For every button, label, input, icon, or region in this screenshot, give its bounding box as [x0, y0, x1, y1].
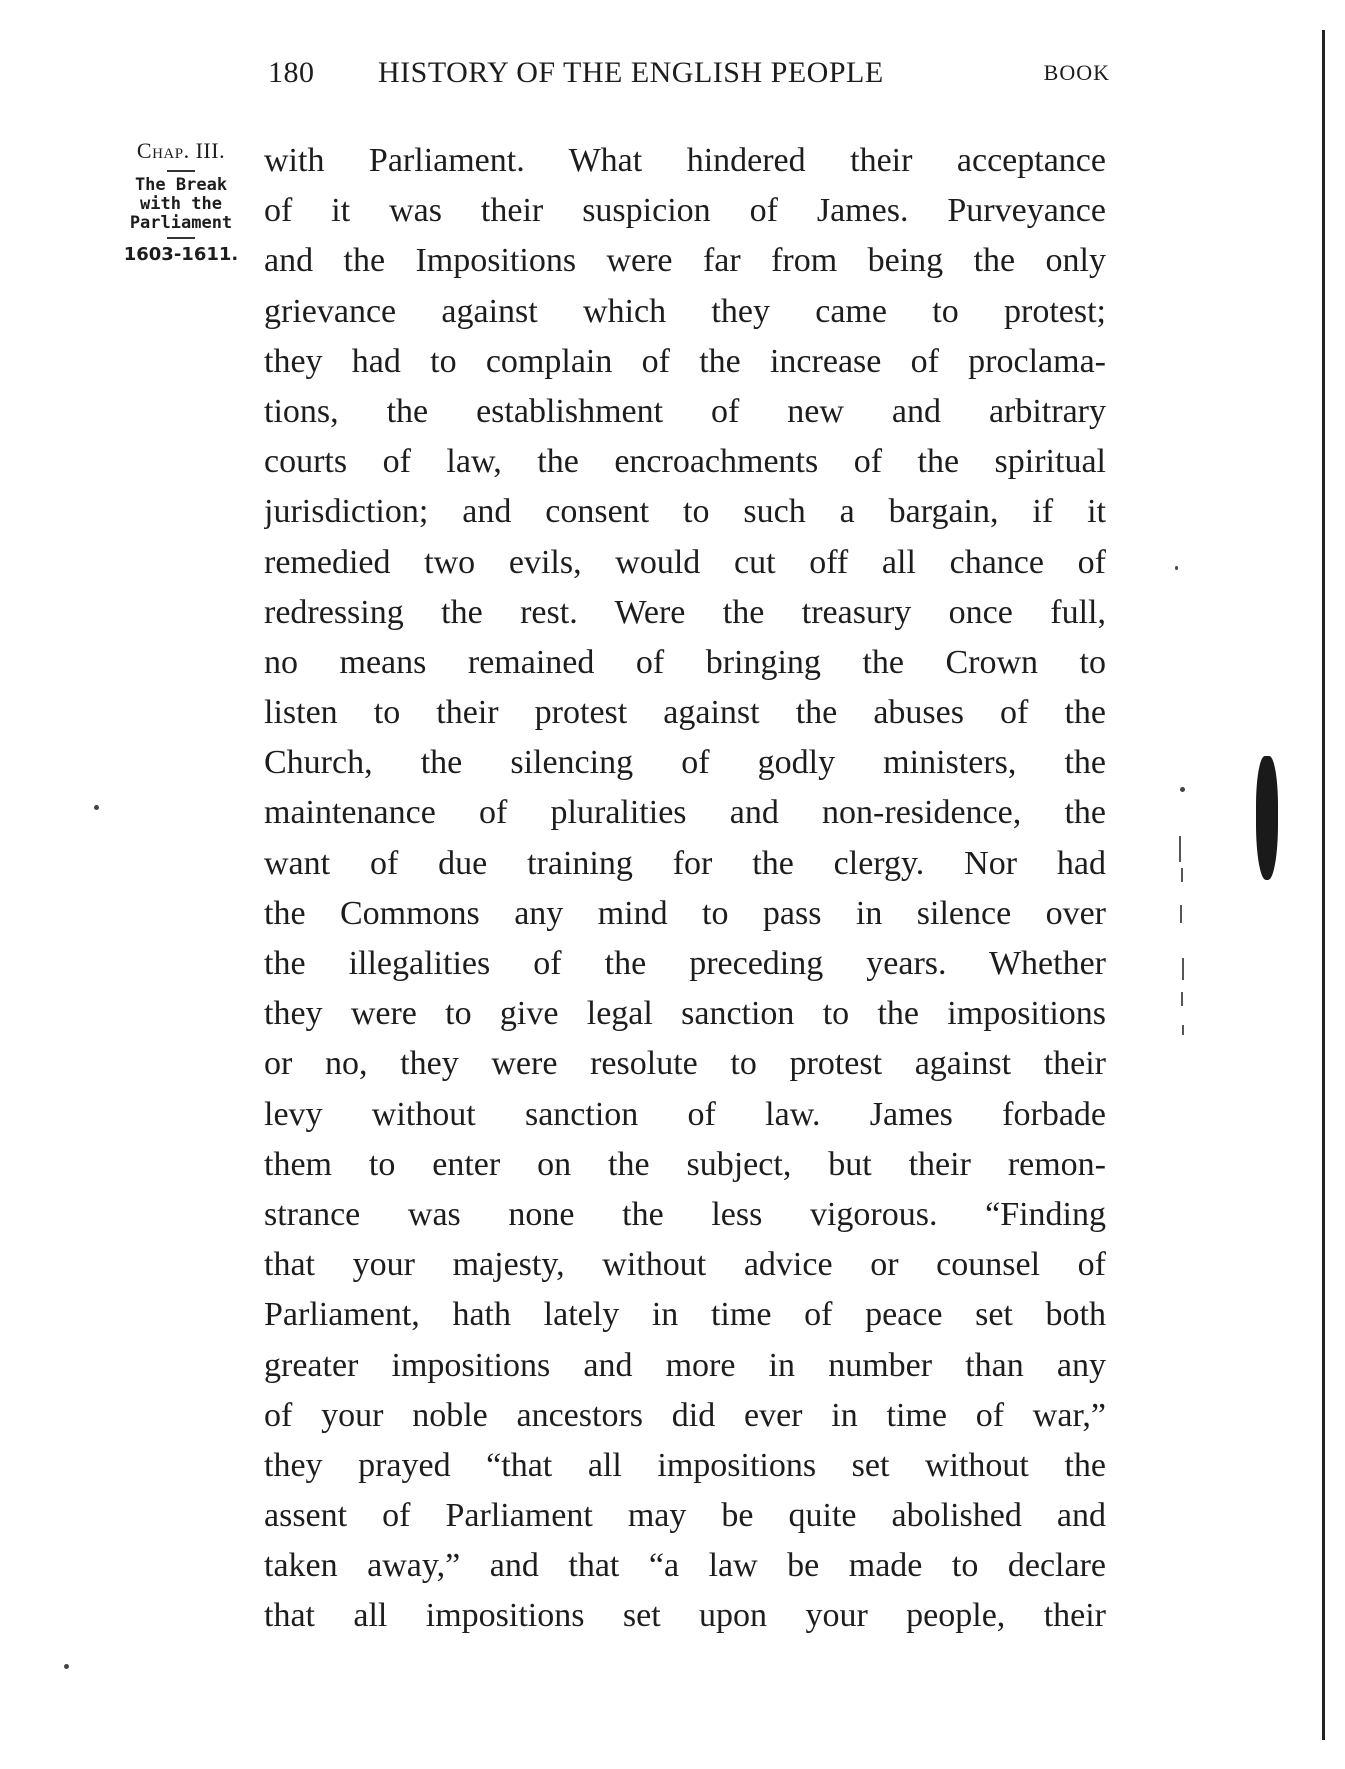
text-line: with Parliament. What hindered their acceptance [264, 142, 1106, 179]
text-line: of your noble ancestors did ever in time of war,” [264, 1396, 1106, 1434]
text-line: no means remained of bringing the Crown to [264, 643, 1106, 681]
margin-dates: 1603-1611. [123, 244, 239, 265]
running-title: HISTORY OF THE ENGLISH PEOPLE [378, 56, 884, 89]
text-line: strance was none the less vigorous. “Finding [264, 1195, 1106, 1233]
scan-speck [1175, 566, 1178, 570]
scan-mark [1181, 868, 1183, 882]
text-line: of it was their suspicion of James. Purveyance [264, 192, 1106, 230]
scan-gutter-line [1322, 30, 1325, 1740]
text-line: tions, the establishment of new and arbitrary [264, 392, 1106, 430]
margin-section-heading: The Break with the Parliament [129, 175, 233, 233]
scan-speck [64, 1664, 69, 1669]
margin-notes [106, 136, 256, 267]
text-line: remedied two evils, would cut off all chance of [264, 543, 1106, 581]
page-number: 180 [268, 56, 315, 89]
text-line: taken away,” and that “a law be made to declare [264, 1547, 1106, 1585]
scan-mark [1182, 958, 1184, 980]
margin-rule [167, 170, 195, 172]
text-line: listen to their protest against the abuses of the [264, 694, 1106, 732]
text-line: courts of law, the encroachments of the spiritual [264, 443, 1106, 481]
text-line: redressing the rest. Were the treasury once full, [264, 593, 1106, 631]
scan-speck [1180, 787, 1185, 792]
text-line: the illegalities of the preceding years. Whether [264, 945, 1106, 982]
text-line: maintenance of pluralities and non-residence, the [264, 794, 1106, 832]
text-line: the Commons any mind to pass in silence over [264, 894, 1106, 932]
scan-mark [1180, 905, 1182, 923]
scan-speck [94, 805, 99, 810]
text-line: want of due training for the clergy. Nor had [264, 844, 1106, 882]
text-line: jurisdiction; and consent to such a bargain, if it [264, 493, 1106, 531]
text-line: assent of Parliament may be quite abolished and [264, 1497, 1106, 1535]
text-line: that all impositions set upon your people, their [264, 1597, 1106, 1635]
text-line: Church, the silencing of godly ministers, the [264, 744, 1106, 782]
text-line: them to enter on the subject, but their remon- [264, 1145, 1106, 1183]
scan-ink-blot [1256, 756, 1278, 880]
text-line: or no, they were resolute to protest against their [264, 1045, 1106, 1083]
scan-mark [1182, 1025, 1184, 1035]
text-line: and the Impositions were far from being the only [264, 242, 1106, 280]
text-line: greater impositions and more in number than any [264, 1346, 1106, 1384]
scan-mark [1179, 836, 1181, 862]
margin-chapter: Chap. III. [136, 138, 226, 163]
text-line: levy without sanction of law. James forbade [264, 1095, 1106, 1133]
text-line: Parliament, hath lately in time of peace set both [264, 1296, 1106, 1334]
text-line: that your majesty, without advice or counsel of [264, 1246, 1106, 1284]
text-line: they were to give legal sanction to the impositions [264, 995, 1106, 1033]
margin-rule [167, 237, 195, 239]
text-line: grievance against which they came to protest; [264, 292, 1106, 330]
running-head [268, 56, 1110, 96]
text-line: they had to complain of the increase of proclama- [264, 342, 1106, 380]
text-line: they prayed “that all impositions set without the [264, 1446, 1106, 1484]
body-text [264, 136, 1106, 1642]
book-label: BOOK [1043, 60, 1110, 85]
scan-mark [1181, 992, 1183, 1006]
